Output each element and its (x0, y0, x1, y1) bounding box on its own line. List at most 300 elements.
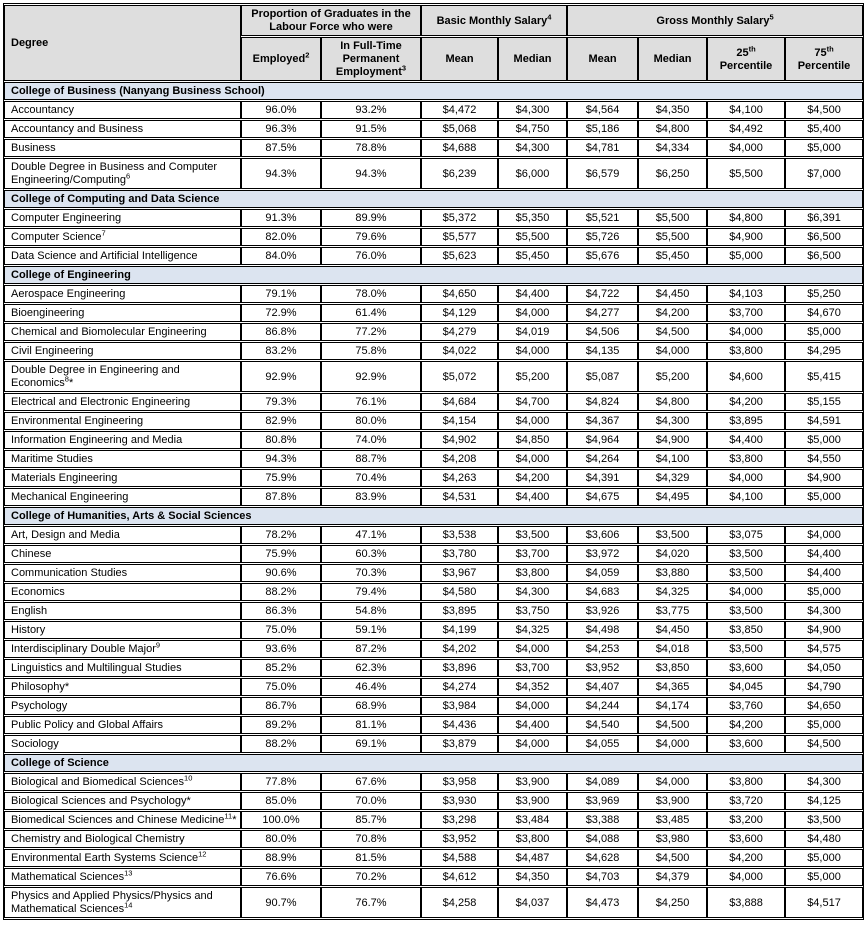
fulltime-employment-cell: 76.7% (321, 887, 421, 918)
employed-cell: 75.9% (241, 545, 321, 563)
table-row (4, 450, 863, 468)
basic-mean-cell: $3,984 (421, 697, 498, 715)
basic-median-cell: $4,400 (498, 285, 567, 303)
basic-median-cell: $3,800 (498, 830, 567, 848)
degree-cell: Information Engineering and Media (4, 431, 241, 449)
fulltime-employment-cell: 94.3% (321, 158, 421, 189)
table-row (4, 621, 863, 639)
degree-cell: Double Degree in Business and Computer Engineering/Computing$^6$ (4, 158, 241, 189)
fulltime-employment-cell: 70.4% (321, 469, 421, 487)
degree-cell: Bioengineering (4, 304, 241, 322)
fulltime-employment-cell: 70.2% (321, 868, 421, 886)
college-section-header: College of Humanities, Arts & Social Sciences (4, 507, 863, 525)
percentile-25-cell: $4,900 (707, 228, 785, 246)
gross-mean-cell: $4,824 (567, 393, 638, 411)
employed-cell: 79.3% (241, 393, 321, 411)
table-row (4, 209, 863, 227)
gross-salary-group-header: Gross Monthly Salary$^5$ (567, 5, 863, 36)
basic-mean-cell: $4,436 (421, 716, 498, 734)
employed-cell: 92.9% (241, 361, 321, 392)
table-row (4, 342, 863, 360)
gross-mean-cell: $4,391 (567, 469, 638, 487)
gross-median-cell: $4,200 (638, 304, 707, 322)
percentile-75-cell: $4,000 (785, 526, 863, 544)
table-row (4, 361, 863, 392)
basic-mean-cell: $4,650 (421, 285, 498, 303)
table-row (4, 431, 863, 449)
table-body (4, 82, 863, 918)
employed-cell: 90.7% (241, 887, 321, 918)
employed-cell: 72.9% (241, 304, 321, 322)
percentile-25-cell: $4,800 (707, 209, 785, 227)
gross-median-cell: $3,775 (638, 602, 707, 620)
employed-cell: 87.5% (241, 139, 321, 157)
table-row (4, 640, 863, 658)
percentile-25-cell: $3,895 (707, 412, 785, 430)
percentile-25-cell: $3,500 (707, 602, 785, 620)
gross-median-cell: $5,450 (638, 247, 707, 265)
employed-cell: 82.9% (241, 412, 321, 430)
fulltime-employment-cell: 74.0% (321, 431, 421, 449)
gross-mean-cell: $4,498 (567, 621, 638, 639)
basic-mean-cell: $4,129 (421, 304, 498, 322)
gross-median-cell: $4,250 (638, 887, 707, 918)
percentile-25-cell: $3,888 (707, 887, 785, 918)
percentile-75-cell: $4,900 (785, 469, 863, 487)
percentile-25-cell: $3,500 (707, 640, 785, 658)
gross-mean-cell: $4,089 (567, 773, 638, 791)
table-row (4, 697, 863, 715)
percentile-25-cell: $4,000 (707, 469, 785, 487)
gross-mean-column-header: Mean (567, 37, 638, 81)
degree-cell: Sociology (4, 735, 241, 753)
percentile-75-cell: $4,295 (785, 342, 863, 360)
fulltime-employment-cell: 87.2% (321, 640, 421, 658)
header-group-row (4, 5, 863, 36)
basic-mean-cell: $4,274 (421, 678, 498, 696)
percentile-75-cell: $6,500 (785, 228, 863, 246)
percentile-25-cell: $3,850 (707, 621, 785, 639)
degree-cell: Environmental Engineering (4, 412, 241, 430)
percentile-75-cell: $5,000 (785, 849, 863, 867)
degree-cell: Business (4, 139, 241, 157)
basic-median-cell: $5,350 (498, 209, 567, 227)
gross-mean-cell: $3,952 (567, 659, 638, 677)
table-row (4, 323, 863, 341)
basic-mean-cell: $3,879 (421, 735, 498, 753)
section-row (4, 82, 863, 100)
basic-median-column-header: Median (498, 37, 567, 81)
fulltime-employment-cell: 88.7% (321, 450, 421, 468)
percentile-75-cell: $4,500 (785, 735, 863, 753)
gross-mean-cell: $4,683 (567, 583, 638, 601)
percentile-75-column-header: 75th Percentile (785, 37, 863, 81)
percentile-25-cell: $4,000 (707, 583, 785, 601)
college-section-header: College of Computing and Data Science (4, 190, 863, 208)
gross-median-cell: $4,174 (638, 697, 707, 715)
basic-median-cell: $5,450 (498, 247, 567, 265)
section-row (4, 754, 863, 772)
employed-cell: 84.0% (241, 247, 321, 265)
basic-median-cell: $3,700 (498, 659, 567, 677)
basic-median-cell: $5,200 (498, 361, 567, 392)
basic-mean-cell: $4,531 (421, 488, 498, 506)
basic-mean-cell: $4,199 (421, 621, 498, 639)
gross-mean-cell: $5,521 (567, 209, 638, 227)
percentile-75-cell: $5,415 (785, 361, 863, 392)
basic-median-cell: $4,850 (498, 431, 567, 449)
fulltime-employment-column-header: In Full-Time Permanent Employment$^3$ (321, 37, 421, 81)
basic-median-cell: $4,487 (498, 849, 567, 867)
gross-median-column-header: Median (638, 37, 707, 81)
gross-median-cell: $5,200 (638, 361, 707, 392)
table-row (4, 158, 863, 189)
gross-mean-cell: $4,059 (567, 564, 638, 582)
basic-median-cell: $4,000 (498, 450, 567, 468)
employed-cell: 85.2% (241, 659, 321, 677)
employed-cell: 86.3% (241, 602, 321, 620)
percentile-25-cell: $3,800 (707, 342, 785, 360)
percentile-75-cell: $7,000 (785, 158, 863, 189)
labour-force-group-header: Proportion of Graduates in the Labour Force who were (241, 5, 421, 36)
percentile-25-cell: $3,500 (707, 545, 785, 563)
basic-mean-cell: $5,372 (421, 209, 498, 227)
gross-mean-cell: $4,964 (567, 431, 638, 449)
gross-median-cell: $4,500 (638, 716, 707, 734)
degree-cell: Chinese (4, 545, 241, 563)
percentile-75-cell: $4,650 (785, 697, 863, 715)
gross-mean-cell: $4,540 (567, 716, 638, 734)
basic-median-cell: $3,700 (498, 545, 567, 563)
degree-cell: Biomedical Sciences and Chinese Medicine$^{11}$* (4, 811, 241, 829)
degree-cell: Accountancy and Business (4, 120, 241, 138)
gross-median-cell: $5,500 (638, 209, 707, 227)
basic-median-cell: $6,000 (498, 158, 567, 189)
gross-median-cell: $4,500 (638, 849, 707, 867)
basic-mean-cell: $3,895 (421, 602, 498, 620)
fulltime-employment-cell: 93.2% (321, 101, 421, 119)
gross-mean-cell: $4,628 (567, 849, 638, 867)
basic-mean-cell: $4,688 (421, 139, 498, 157)
employed-cell: 100.0% (241, 811, 321, 829)
percentile-25-cell: $3,600 (707, 735, 785, 753)
percentile-75-cell: $4,900 (785, 621, 863, 639)
percentile-75-cell: $5,400 (785, 120, 863, 138)
degree-cell: Interdisciplinary Double Major$^9$ (4, 640, 241, 658)
basic-median-cell: $4,325 (498, 621, 567, 639)
gross-mean-cell: $4,264 (567, 450, 638, 468)
gross-mean-cell: $5,676 (567, 247, 638, 265)
employed-cell: 80.8% (241, 431, 321, 449)
section-row (4, 190, 863, 208)
degree-cell: Communication Studies (4, 564, 241, 582)
employed-cell: 78.2% (241, 526, 321, 544)
gross-median-cell: $4,000 (638, 342, 707, 360)
fulltime-employment-cell: 62.3% (321, 659, 421, 677)
basic-mean-cell: $4,472 (421, 101, 498, 119)
degree-cell: Data Science and Artificial Intelligence (4, 247, 241, 265)
table-row (4, 304, 863, 322)
basic-median-cell: $4,352 (498, 678, 567, 696)
percentile-75-cell: $4,670 (785, 304, 863, 322)
degree-cell: Computer Engineering (4, 209, 241, 227)
basic-salary-group-header: Basic Monthly Salary$^4$ (421, 5, 567, 36)
basic-median-cell: $4,000 (498, 735, 567, 753)
percentile-75-cell: $4,300 (785, 602, 863, 620)
percentile-25-cell: $3,500 (707, 564, 785, 582)
table-row (4, 412, 863, 430)
table-row (4, 285, 863, 303)
fulltime-employment-cell: 54.8% (321, 602, 421, 620)
degree-cell: Mechanical Engineering (4, 488, 241, 506)
employed-cell: 90.6% (241, 564, 321, 582)
employed-column-header: Employed$^2$ (241, 37, 321, 81)
college-section-header: College of Science (4, 754, 863, 772)
employed-cell: 82.0% (241, 228, 321, 246)
section-row (4, 507, 863, 525)
percentile-25-cell: $4,045 (707, 678, 785, 696)
degree-cell: Chemical and Biomolecular Engineering (4, 323, 241, 341)
gross-mean-cell: $3,972 (567, 545, 638, 563)
basic-mean-cell: $3,780 (421, 545, 498, 563)
employed-cell: 88.9% (241, 849, 321, 867)
gross-median-cell: $4,329 (638, 469, 707, 487)
percentile-75-cell: $4,790 (785, 678, 863, 696)
gross-median-cell: $6,250 (638, 158, 707, 189)
gross-median-cell: $4,500 (638, 323, 707, 341)
percentile-25-cell: $4,200 (707, 849, 785, 867)
basic-mean-cell: $6,239 (421, 158, 498, 189)
employed-cell: 96.0% (241, 101, 321, 119)
gross-mean-cell: $4,253 (567, 640, 638, 658)
basic-mean-cell: $4,202 (421, 640, 498, 658)
table-row (4, 393, 863, 411)
fulltime-employment-cell: 89.9% (321, 209, 421, 227)
degree-cell: Biological Sciences and Psychology* (4, 792, 241, 810)
gross-mean-cell: $5,726 (567, 228, 638, 246)
gross-mean-cell: $4,135 (567, 342, 638, 360)
employed-cell: 76.6% (241, 868, 321, 886)
employed-cell: 77.8% (241, 773, 321, 791)
employed-cell: 94.3% (241, 450, 321, 468)
degree-column-header: Degree (4, 5, 241, 81)
percentile-25-cell: $4,100 (707, 101, 785, 119)
basic-mean-cell: $3,952 (421, 830, 498, 848)
employed-cell: 88.2% (241, 735, 321, 753)
employed-cell: 79.1% (241, 285, 321, 303)
basic-mean-cell: $4,902 (421, 431, 498, 449)
percentile-75-cell: $4,050 (785, 659, 863, 677)
percentile-25-cell: $3,760 (707, 697, 785, 715)
table-row (4, 659, 863, 677)
percentile-25-cell: $4,200 (707, 393, 785, 411)
fulltime-employment-cell: 76.0% (321, 247, 421, 265)
gross-median-cell: $4,800 (638, 393, 707, 411)
basic-median-cell: $4,300 (498, 139, 567, 157)
fulltime-employment-cell: 60.3% (321, 545, 421, 563)
gross-mean-cell: $3,969 (567, 792, 638, 810)
basic-mean-cell: $5,072 (421, 361, 498, 392)
employed-cell: 93.6% (241, 640, 321, 658)
basic-median-cell: $4,400 (498, 488, 567, 506)
degree-cell: Public Policy and Global Affairs (4, 716, 241, 734)
gross-mean-cell: $4,781 (567, 139, 638, 157)
employed-cell: 94.3% (241, 158, 321, 189)
fulltime-employment-cell: 69.1% (321, 735, 421, 753)
gross-median-cell: $4,300 (638, 412, 707, 430)
percentile-25-cell: $5,000 (707, 247, 785, 265)
gross-median-cell: $4,000 (638, 773, 707, 791)
basic-mean-cell: $4,263 (421, 469, 498, 487)
degree-cell: History (4, 621, 241, 639)
basic-median-cell: $4,300 (498, 101, 567, 119)
degree-cell: Mathematical Sciences$^{13}$ (4, 868, 241, 886)
fulltime-employment-cell: 80.0% (321, 412, 421, 430)
table-row (4, 792, 863, 810)
percentile-75-cell: $5,000 (785, 868, 863, 886)
employed-cell: 87.8% (241, 488, 321, 506)
basic-median-cell: $4,200 (498, 469, 567, 487)
degree-cell: Economics (4, 583, 241, 601)
basic-median-cell: $3,484 (498, 811, 567, 829)
percentile-25-cell: $3,075 (707, 526, 785, 544)
table-row (4, 139, 863, 157)
gross-mean-cell: $6,579 (567, 158, 638, 189)
percentile-25-cell: $4,400 (707, 431, 785, 449)
basic-median-cell: $4,000 (498, 412, 567, 430)
percentile-75-cell: $4,517 (785, 887, 863, 918)
gross-median-cell: $3,850 (638, 659, 707, 677)
degree-cell: Materials Engineering (4, 469, 241, 487)
table-row (4, 488, 863, 506)
percentile-25-cell: $5,500 (707, 158, 785, 189)
percentile-75-cell: $5,000 (785, 323, 863, 341)
fulltime-employment-cell: 70.3% (321, 564, 421, 582)
percentile-75-cell: $4,575 (785, 640, 863, 658)
gross-median-cell: $4,018 (638, 640, 707, 658)
fulltime-employment-cell: 77.2% (321, 323, 421, 341)
gross-median-cell: $4,495 (638, 488, 707, 506)
gross-median-cell: $4,100 (638, 450, 707, 468)
percentile-25-cell: $3,720 (707, 792, 785, 810)
table-row (4, 735, 863, 753)
basic-median-cell: $4,350 (498, 868, 567, 886)
percentile-75-cell: $3,500 (785, 811, 863, 829)
basic-mean-cell: $3,958 (421, 773, 498, 791)
gross-mean-cell: $4,722 (567, 285, 638, 303)
gross-mean-cell: $4,277 (567, 304, 638, 322)
basic-mean-cell: $4,154 (421, 412, 498, 430)
gross-mean-cell: $4,055 (567, 735, 638, 753)
table-row (4, 583, 863, 601)
employed-cell: 88.2% (241, 583, 321, 601)
degree-cell: Maritime Studies (4, 450, 241, 468)
graduate-employment-salary-table (3, 3, 864, 920)
basic-median-cell: $4,037 (498, 887, 567, 918)
degree-cell: English (4, 602, 241, 620)
employed-cell: 96.3% (241, 120, 321, 138)
gross-mean-cell: $3,606 (567, 526, 638, 544)
percentile-75-cell: $5,250 (785, 285, 863, 303)
gross-median-cell: $5,500 (638, 228, 707, 246)
basic-median-cell: $3,500 (498, 526, 567, 544)
fulltime-employment-cell: 83.9% (321, 488, 421, 506)
fulltime-employment-cell: 70.8% (321, 830, 421, 848)
degree-cell: Computer Science$^7$ (4, 228, 241, 246)
section-row (4, 266, 863, 284)
employed-cell: 91.3% (241, 209, 321, 227)
gross-median-cell: $4,800 (638, 120, 707, 138)
gross-mean-cell: $4,703 (567, 868, 638, 886)
basic-mean-cell: $5,068 (421, 120, 498, 138)
degree-cell: Psychology (4, 697, 241, 715)
percentile-75-cell: $4,400 (785, 545, 863, 563)
gross-mean-cell: $5,186 (567, 120, 638, 138)
percentile-25-cell: $4,000 (707, 868, 785, 886)
percentile-25-cell: $4,200 (707, 716, 785, 734)
basic-mean-cell: $4,022 (421, 342, 498, 360)
basic-mean-cell: $4,612 (421, 868, 498, 886)
fulltime-employment-cell: 81.5% (321, 849, 421, 867)
college-section-header: College of Business (Nanyang Business School) (4, 82, 863, 100)
employed-cell: 80.0% (241, 830, 321, 848)
percentile-25-cell: $3,200 (707, 811, 785, 829)
degree-cell: Art, Design and Media (4, 526, 241, 544)
degree-cell: Electrical and Electronic Engineering (4, 393, 241, 411)
fulltime-employment-cell: 79.6% (321, 228, 421, 246)
basic-median-cell: $3,900 (498, 792, 567, 810)
table-row (4, 469, 863, 487)
percentile-75-cell: $5,000 (785, 583, 863, 601)
employed-cell: 75.9% (241, 469, 321, 487)
degree-cell: Environmental Earth Systems Science$^{12}$ (4, 849, 241, 867)
employed-cell: 83.2% (241, 342, 321, 360)
gross-median-cell: $4,000 (638, 735, 707, 753)
basic-mean-cell: $5,577 (421, 228, 498, 246)
employed-cell: 89.2% (241, 716, 321, 734)
fulltime-employment-cell: 92.9% (321, 361, 421, 392)
fulltime-employment-cell: 61.4% (321, 304, 421, 322)
percentile-25-cell: $4,000 (707, 323, 785, 341)
table-row (4, 526, 863, 544)
gross-mean-cell: $4,564 (567, 101, 638, 119)
basic-mean-cell: $3,298 (421, 811, 498, 829)
basic-mean-cell: $5,623 (421, 247, 498, 265)
table-row (4, 101, 863, 119)
percentile-75-cell: $5,000 (785, 139, 863, 157)
gross-mean-cell: $3,926 (567, 602, 638, 620)
degree-cell: Double Degree in Engineering and Economics$^8$* (4, 361, 241, 392)
table-row (4, 678, 863, 696)
gross-mean-cell: $4,088 (567, 830, 638, 848)
gross-median-cell: $4,365 (638, 678, 707, 696)
table-row (4, 887, 863, 918)
percentile-25-cell: $4,100 (707, 488, 785, 506)
fulltime-employment-cell: 68.9% (321, 697, 421, 715)
basic-median-cell: $4,000 (498, 304, 567, 322)
gross-mean-cell: $5,087 (567, 361, 638, 392)
degree-cell: Biological and Biomedical Sciences$^{10}$ (4, 773, 241, 791)
table-row (4, 811, 863, 829)
percentile-25-cell: $3,600 (707, 659, 785, 677)
percentile-25-cell: $3,700 (707, 304, 785, 322)
basic-median-cell: $4,400 (498, 716, 567, 734)
table-row (4, 602, 863, 620)
percentile-25-cell: $4,103 (707, 285, 785, 303)
basic-median-cell: $4,000 (498, 640, 567, 658)
degree-cell: Chemistry and Biological Chemistry (4, 830, 241, 848)
fulltime-employment-cell: 79.4% (321, 583, 421, 601)
